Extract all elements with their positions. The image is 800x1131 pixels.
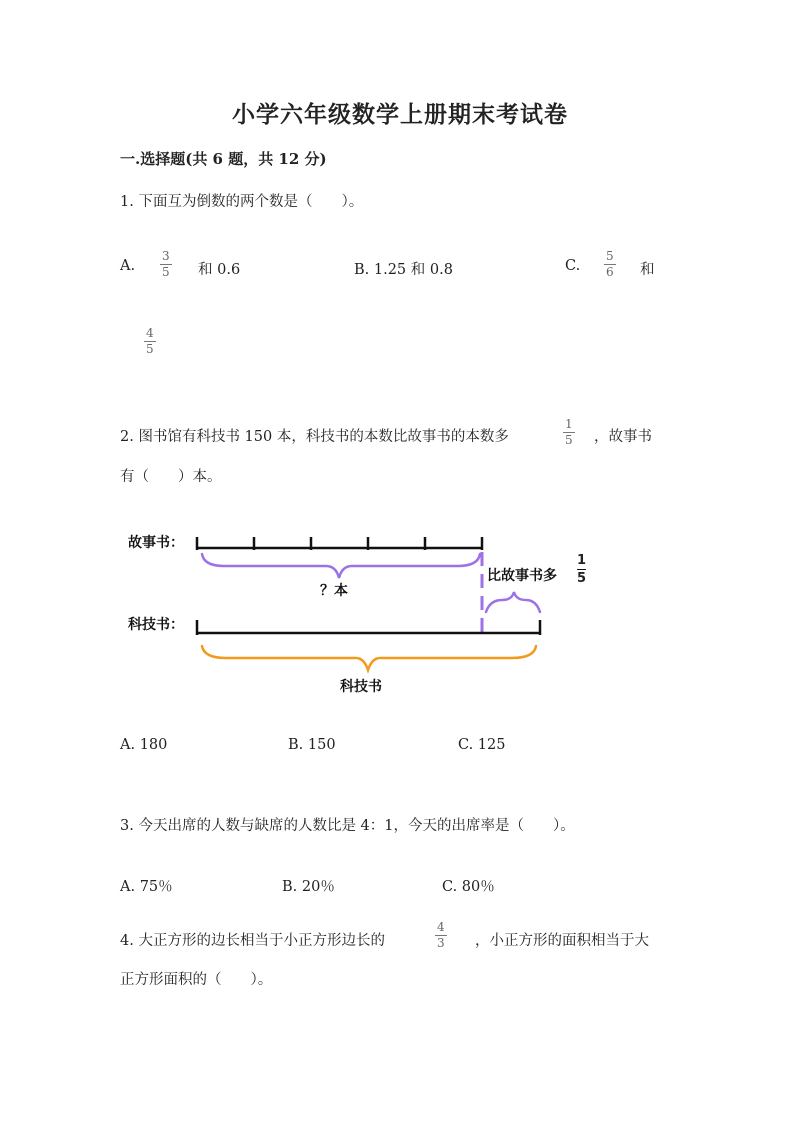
q1-option-c-fraction: [604, 250, 616, 279]
fraction-denominator: 5: [162, 265, 170, 280]
tape-diagram: [190, 520, 560, 690]
unknown-books-label: ？本: [320, 583, 348, 599]
q1-option-a-fraction: [160, 250, 172, 279]
fraction-numerator: 4: [435, 921, 447, 936]
q4-text-line2: 正方形面积的（ ）。: [120, 972, 273, 988]
fraction-numerator: 4: [144, 327, 156, 342]
compare-label: 比故事书多: [487, 568, 557, 584]
q4-text-line1-end: ，小正方形的面积相当于大: [475, 933, 649, 949]
q2-text-line2: 有（ ）本。: [120, 469, 222, 485]
compare-fraction: [577, 554, 586, 585]
q1-option-c-label: C.: [565, 258, 581, 274]
diagram-story-label: 故事书：: [128, 535, 184, 551]
science-brace: [202, 646, 536, 670]
section-heading: 一.选择题(共 6 题，共 12 分): [120, 150, 327, 168]
q2-option-a: A. 180: [120, 737, 168, 753]
fraction-denominator: 5: [565, 433, 573, 448]
page-title: 小学六年级数学上册期末考试卷: [232, 101, 568, 128]
fraction-numerator: 3: [160, 250, 172, 265]
q4-fraction: [435, 921, 447, 950]
q2-text-line1: 2. 图书馆有科技书 150 本，科技书的本数比故事书的本数多: [120, 429, 509, 445]
fraction-numerator: 5: [604, 250, 616, 265]
q1-text: 1. 下面互为倒数的两个数是（ ）。: [120, 194, 364, 210]
fraction-denominator: 5: [577, 571, 587, 586]
q1-option-b: B. 1.25 和 0.8: [354, 262, 453, 278]
story-brace: [202, 554, 480, 578]
fraction-denominator: 6: [606, 265, 614, 280]
q2-fraction: [563, 418, 575, 447]
q3-text: 3. 今天出席的人数与缺席的人数比是 4：1，今天的出席率是（ ）。: [120, 818, 575, 834]
science-bottom-label: 科技书: [340, 679, 382, 695]
q1-option-c-fraction-2: [144, 327, 156, 356]
fraction-denominator: 5: [146, 342, 154, 357]
diagram-science-label: 科技书：: [128, 617, 184, 633]
q3-option-a: A. 75％: [120, 879, 173, 895]
fraction-numerator: 1: [577, 553, 587, 568]
q2-option-b: B. 150: [288, 737, 336, 753]
q2-text-line1-end: ，故事书: [594, 429, 652, 445]
q3-option-c: C. 80％: [442, 879, 495, 895]
fraction-numerator: 1: [563, 418, 575, 433]
extra-brace: [486, 592, 540, 612]
q2-option-c: C. 125: [458, 737, 506, 753]
q1-option-c-suffix: 和: [640, 262, 655, 278]
q1-option-a-label: A.: [120, 258, 136, 274]
q1-option-a-suffix: 和 0.6: [198, 262, 241, 278]
q4-text-line1: 4. 大正方形的边长相当于小正方形边长的: [120, 933, 385, 949]
q3-option-b: B. 20％: [282, 879, 335, 895]
fraction-denominator: 3: [437, 936, 445, 951]
